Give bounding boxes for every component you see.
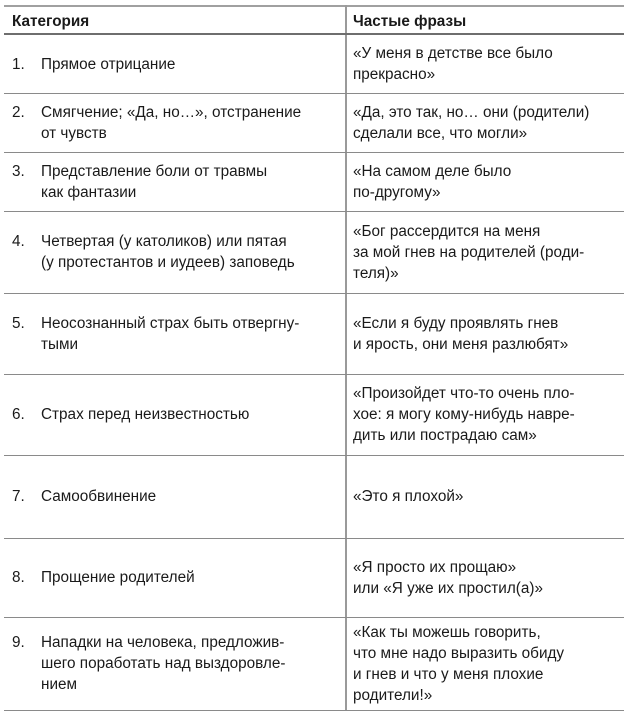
category-line: Смягчение; «Да, но…», отстранение (41, 103, 302, 121)
phrase-line: «Да, это так, но… они (родители) (353, 103, 590, 121)
table-row (4, 538, 624, 617)
category-cell (41, 161, 341, 203)
table-row (4, 152, 624, 211)
phrase-line: дить или пострадаю сам» (353, 427, 537, 444)
row-number: 3. (12, 162, 25, 180)
phrase-line: или «Я уже их простил(а)» (353, 579, 543, 597)
category-cell (41, 567, 341, 588)
category-line: Прощение родителей (41, 569, 195, 586)
phrase-line: «На самом деле было (353, 162, 512, 180)
table-row (4, 293, 624, 374)
phrase-line: по-другому» (353, 183, 441, 201)
table-row (4, 455, 624, 538)
category-line: Страх перед неизвестностью (41, 406, 250, 423)
header-category: Категория (12, 13, 90, 30)
phrase-line: и ярость, они меня разлюбят» (353, 335, 569, 353)
category-line: Неосознанный страх быть отвергну- (41, 314, 300, 332)
row-number: 4. (12, 233, 25, 250)
category-line: Самообвинение (41, 488, 157, 505)
phrase-cell (353, 486, 623, 507)
phrase-cell (353, 313, 623, 355)
phrase-line: хое: я могу кому-нибудь навре- (353, 406, 575, 423)
category-line: нием (41, 676, 78, 693)
category-line: Представление боли от травмы (41, 162, 268, 180)
category-cell (41, 632, 341, 695)
category-line: Четвертая (у католиков) или пятая (41, 233, 287, 250)
category-line: от чувств (41, 124, 107, 142)
row-number: 2. (12, 103, 25, 121)
category-line: тыми (41, 335, 79, 353)
table-row (4, 617, 624, 710)
phrase-line: «Бог рассердится на меня (353, 222, 541, 240)
top-rule (4, 5, 624, 7)
phrase-line: родители!» (353, 686, 433, 704)
category-line: Нападки на человека, предложив- (41, 634, 285, 651)
phrase-line: «У меня в детстве все было (353, 45, 553, 62)
category-line: (у протестантов и иудеев) заповедь (41, 254, 295, 271)
table-row (4, 211, 624, 293)
phrase-cell (353, 557, 623, 599)
phrase-cell (353, 102, 623, 144)
phrase-line: «Как ты можешь говорить, (353, 623, 541, 641)
category-cell (41, 102, 341, 144)
phrase-line: сделали все, что могли» (353, 124, 528, 142)
phrase-line: «Произойдет что-то очень пло- (353, 385, 575, 402)
phrase-line: что мне надо выразить обиду (353, 644, 565, 662)
category-cell (41, 486, 341, 507)
phrase-line: теля)» (353, 264, 399, 282)
phrase-cell (353, 622, 623, 706)
phrase-line: «Если я буду проявлять гнев (353, 314, 559, 332)
row-number: 9. (12, 634, 25, 651)
row-number: 1. (12, 55, 25, 73)
category-cell (41, 313, 341, 355)
category-line: Прямое отрицание (41, 55, 176, 73)
phrase-line: «Это я плохой» (353, 488, 464, 505)
phrase-line: прекрасно» (353, 66, 436, 83)
category-cell (41, 54, 341, 75)
row-rule (4, 710, 624, 711)
phrase-cell (353, 43, 623, 85)
phrase-line: и гнев и что у меня плохие (353, 665, 544, 683)
phrase-cell (353, 161, 623, 203)
category-line: как фантазии (41, 183, 137, 201)
table-row (4, 35, 624, 93)
phrase-cell (353, 221, 623, 284)
category-line: шего поработать над выздоровле- (41, 655, 286, 672)
row-number: 8. (12, 569, 25, 586)
row-number: 5. (12, 314, 25, 332)
row-number: 6. (12, 406, 25, 423)
category-cell (41, 404, 341, 425)
header-phrases: Частые фразы (353, 13, 467, 30)
phrase-cell (353, 383, 623, 446)
phrase-line: «Я просто их прощаю» (353, 558, 517, 576)
phrase-line: за мой гнев на родителей (роди- (353, 243, 585, 261)
table-row (4, 374, 624, 455)
row-number: 7. (12, 488, 25, 505)
table-row (4, 93, 624, 152)
category-cell (41, 231, 341, 273)
